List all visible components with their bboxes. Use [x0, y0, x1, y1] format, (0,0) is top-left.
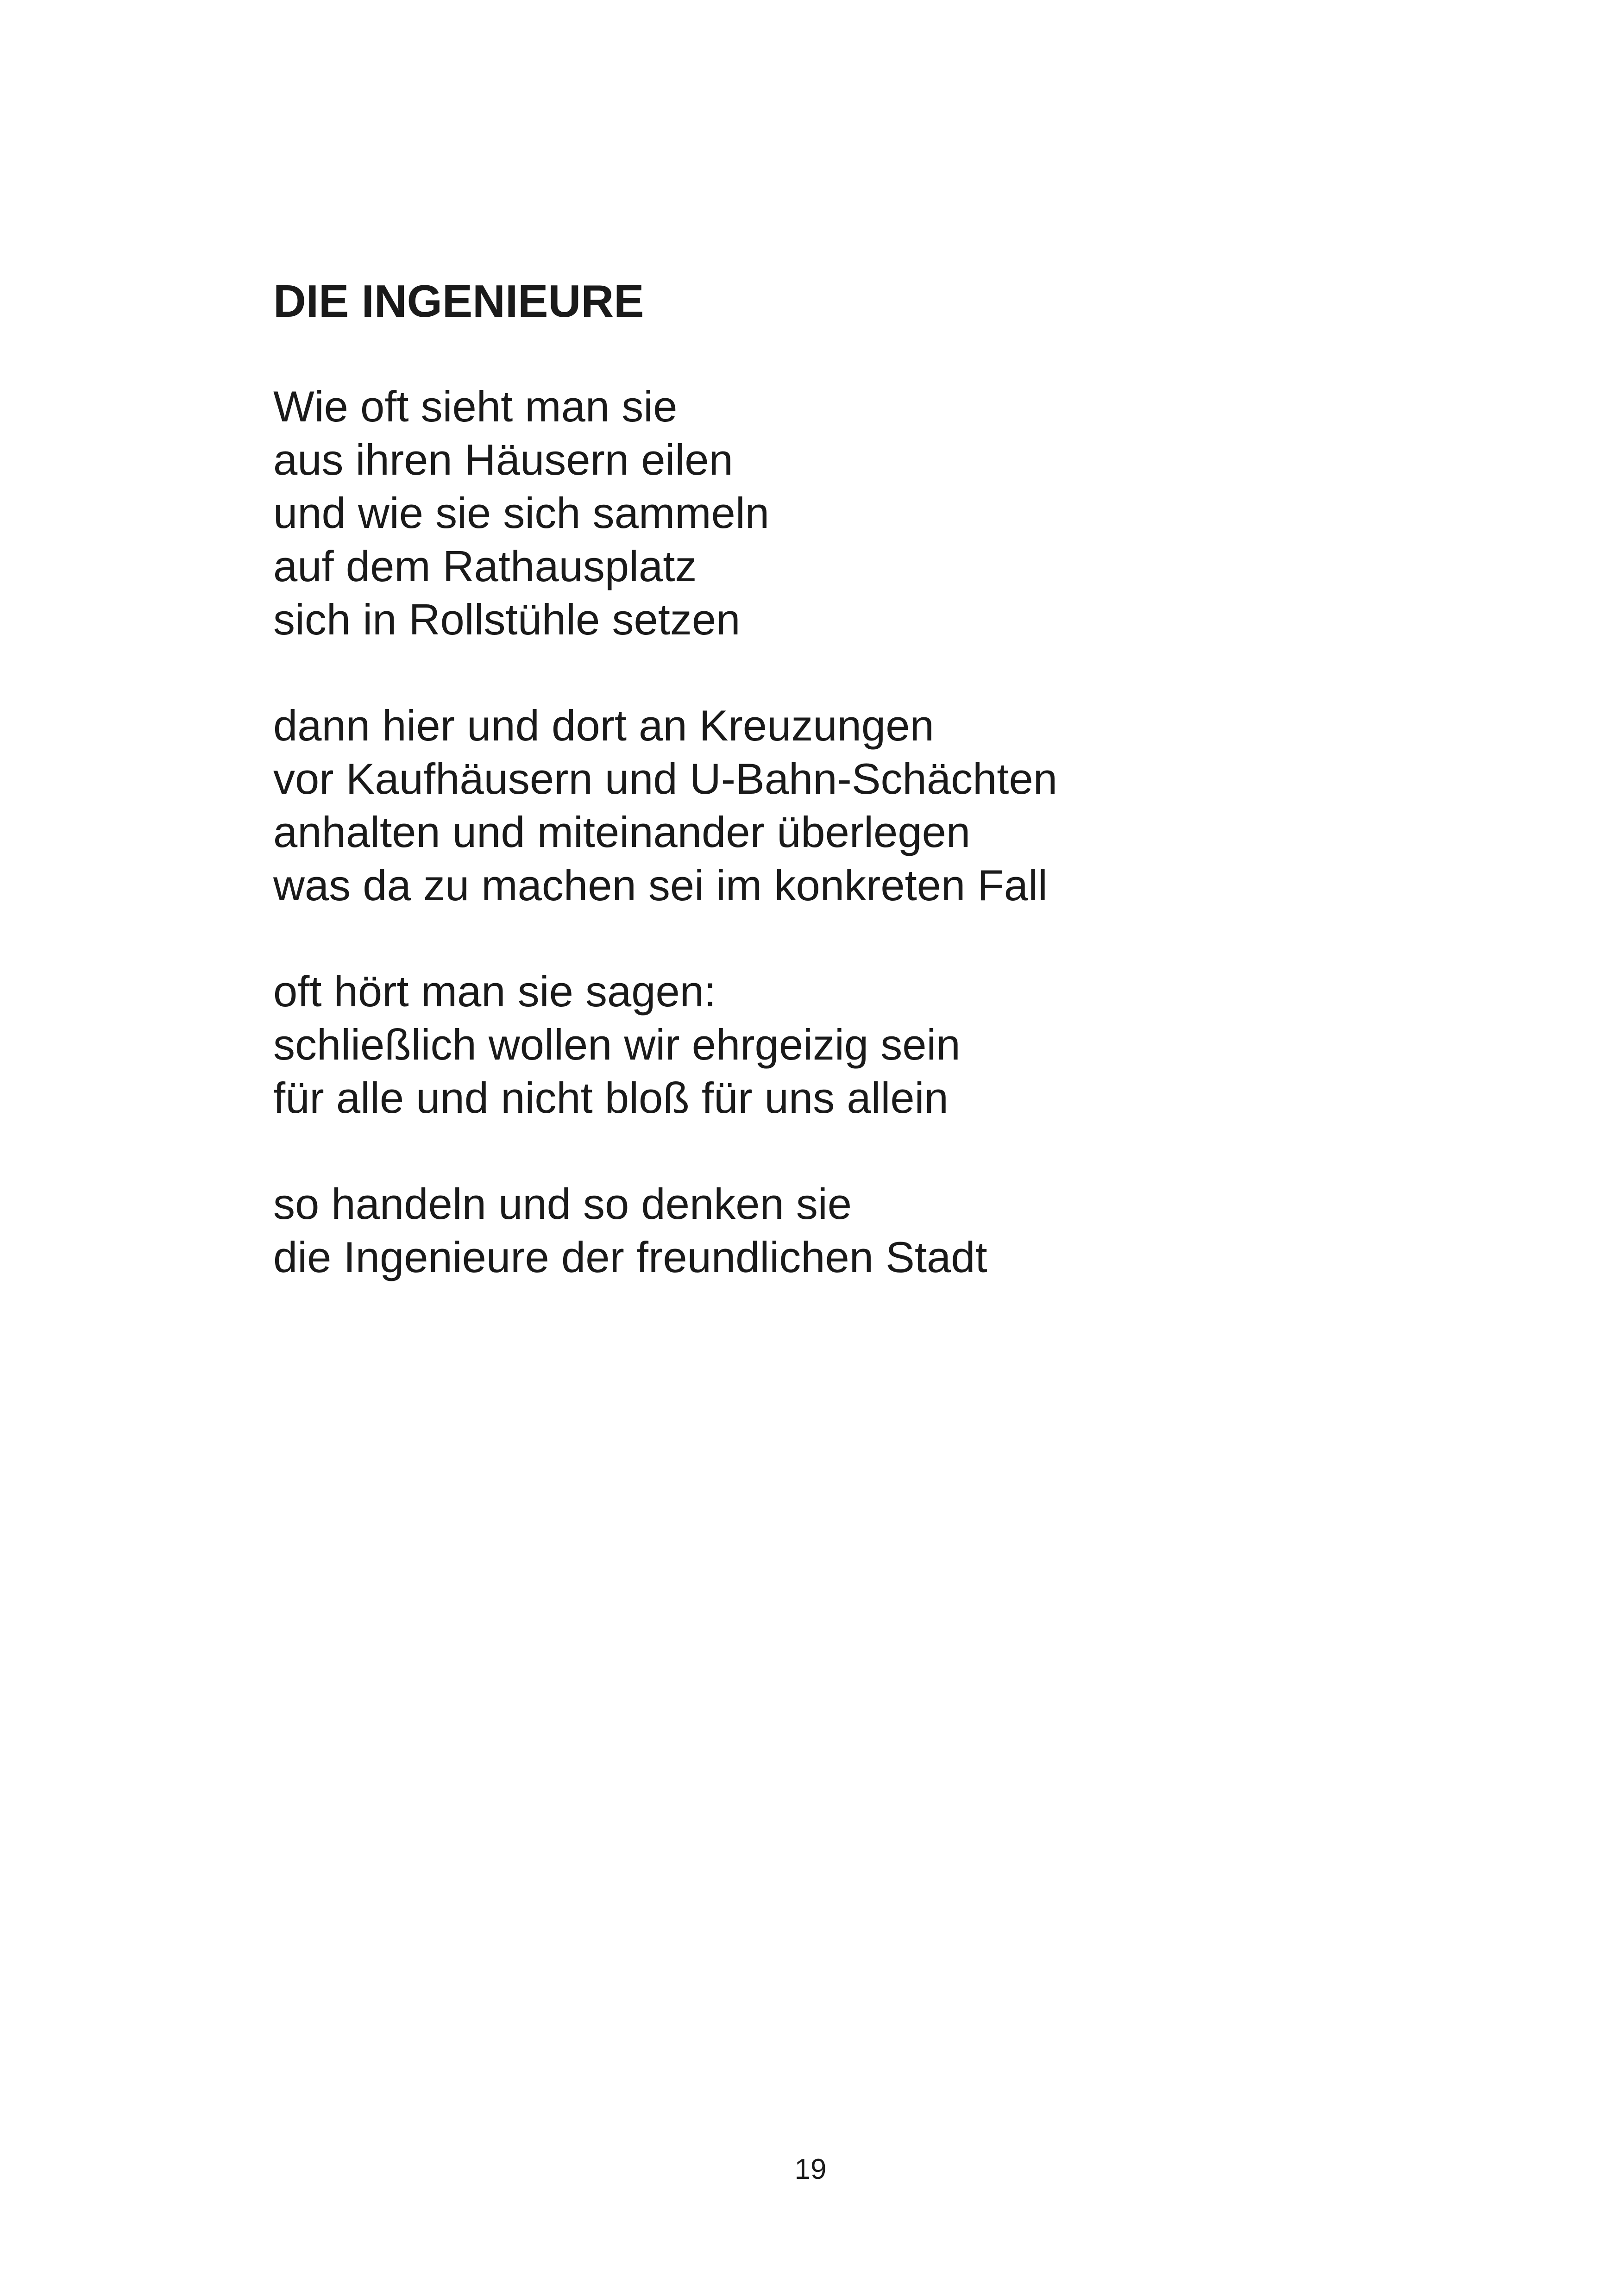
poem-line: so handeln und so denken sie	[273, 1179, 852, 1228]
stanza-2	[273, 699, 1431, 912]
poem-line: aus ihren Häusern eilen	[273, 435, 733, 484]
poem-line: und wie sie sich sammeln	[273, 489, 769, 537]
poem-line: für alle und nicht bloß für uns allein	[273, 1073, 949, 1122]
poem-line: die Ingenieure der freundlichen Stadt	[273, 1233, 987, 1281]
poem-line: Wie oft sieht man sie	[273, 382, 678, 431]
poem-line: was da zu machen sei im konkreten Fall	[273, 861, 1048, 910]
poem-line: auf dem Rathausplatz	[273, 542, 697, 590]
poem-line: anhalten und miteinander überlegen	[273, 808, 971, 856]
poem-title: DIE INGENIEURE	[273, 276, 644, 326]
stanza-1	[273, 380, 1431, 646]
poem	[273, 273, 1431, 1336]
poem-line: sich in Rollstühle setzen	[273, 595, 741, 644]
stanza-4	[273, 1177, 1431, 1284]
stanza-3	[273, 965, 1431, 1124]
page-number: 19	[794, 2153, 827, 2185]
poem-line: vor Kaufhäusern und U-Bahn-Schächten	[273, 754, 1058, 803]
poem-line: schließlich wollen wir ehrgeizig sein	[273, 1020, 961, 1069]
poem-line: dann hier und dort an Kreuzungen	[273, 701, 934, 750]
poem-line: oft hört man sie sagen:	[273, 967, 716, 1016]
